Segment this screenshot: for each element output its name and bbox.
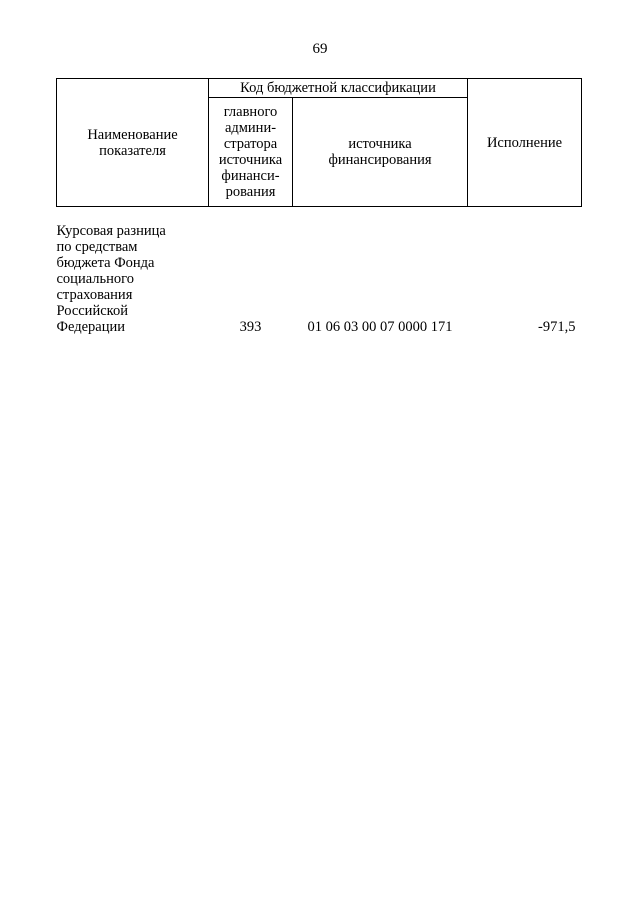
- header-main-administrator: главного админи- стратора источника финанси- рования: [209, 98, 293, 207]
- row-admin-code: 393: [239, 319, 262, 335]
- header-execution: Исполнение: [468, 79, 582, 207]
- budget-classification-table: [56, 78, 582, 335]
- table-header: [57, 79, 582, 207]
- table-body: [57, 207, 582, 336]
- header-name: Наименование показателя: [57, 79, 209, 207]
- row-source-code: 01 06 03 00 07 0000 171: [307, 319, 453, 335]
- header-budget-classification-code: Код бюджетной классификации: [209, 79, 468, 98]
- row-execution-value: -971,5: [538, 319, 576, 335]
- page-number: 69: [312, 41, 328, 57]
- header-row-top: [57, 79, 582, 98]
- header-financing-source: источника финансирования: [293, 98, 468, 207]
- table-row: [57, 207, 582, 336]
- row-indicator-name: Курсовая разница по средствам бюджета Фонда социального страхования Российской Федерации: [56, 223, 166, 335]
